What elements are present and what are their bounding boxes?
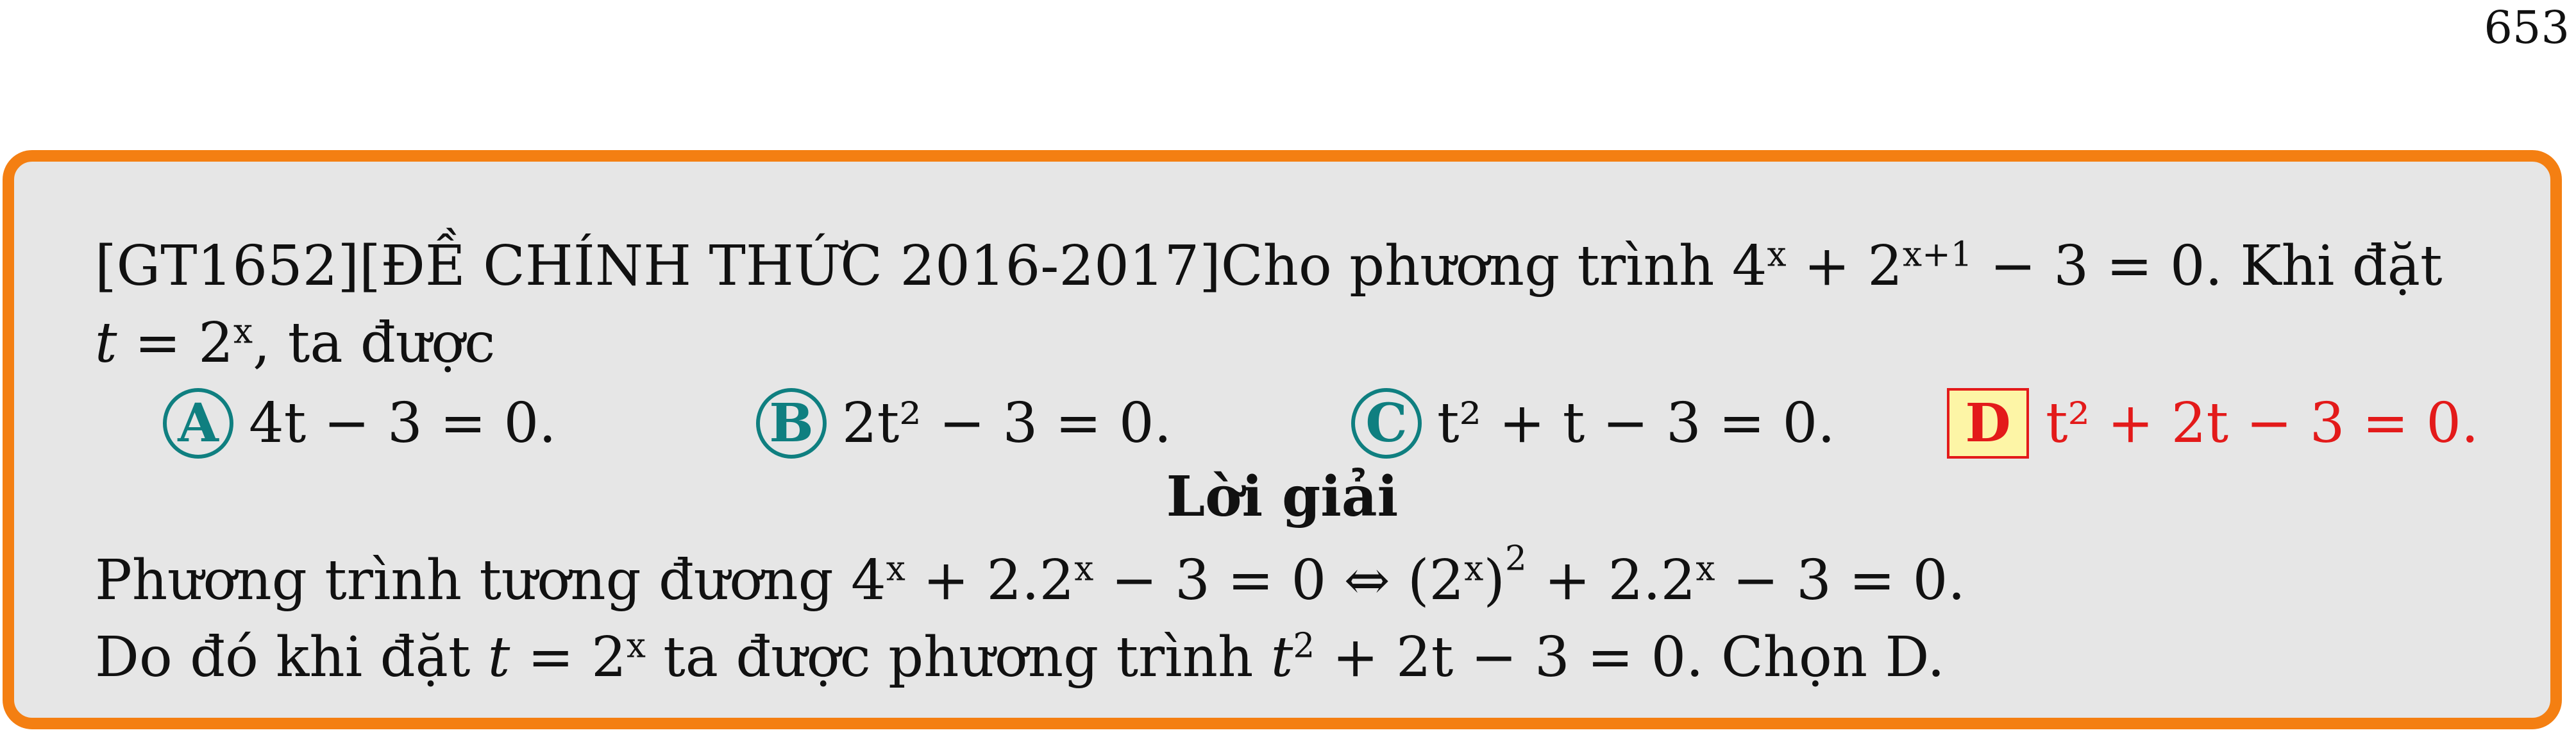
- option-a[interactable]: [163, 388, 557, 459]
- option-c-text: t² + t − 3 = 0.: [1437, 391, 1835, 455]
- solution-text: − 3 = 0 ⇔ (2: [1093, 548, 1465, 613]
- answer-options: [14, 388, 2550, 459]
- eq-exponent: x: [1696, 548, 1715, 589]
- option-c-marker: C: [1351, 388, 1422, 459]
- eq-variable: t: [1270, 625, 1293, 690]
- eq-exponent: x: [1464, 548, 1484, 589]
- eq-text: + 2: [1786, 234, 1903, 298]
- eq-exponent: x: [886, 548, 905, 589]
- page-number: 653: [2484, 1, 2570, 54]
- question-line-2: [95, 311, 496, 375]
- solution-text: ta được phương trình: [645, 625, 1271, 690]
- option-d-marker: D: [1947, 388, 2029, 459]
- solution-text: + 2t − 3 = 0. Chọn D.: [1315, 625, 1945, 690]
- eq-exponent: x: [626, 625, 646, 666]
- eq-text: − 3 = 0. Khi đặt: [1972, 234, 2443, 298]
- eq-variable: t: [487, 625, 510, 690]
- question-text: [GT1652][ĐỀ CHÍNH THỨC 2016-2017]Cho phương trình: [95, 234, 1732, 298]
- question-text: , ta được: [253, 311, 496, 375]
- eq-exponent: 2: [1504, 538, 1527, 579]
- option-c[interactable]: [1351, 388, 1835, 459]
- eq-exponent: x: [1074, 548, 1094, 589]
- option-b[interactable]: [756, 388, 1172, 459]
- solution-text: Do đó khi đặt: [95, 625, 488, 690]
- eq-base: 4: [1731, 234, 1767, 298]
- solution-title: Lời giải: [1166, 464, 1399, 529]
- option-b-text: 2t² − 3 = 0.: [842, 391, 1172, 455]
- question-box: [3, 150, 2562, 729]
- solution-text: ): [1483, 548, 1505, 613]
- question-line-1: [95, 234, 2443, 298]
- option-a-text: 4t − 3 = 0.: [249, 391, 557, 455]
- option-a-marker: A: [163, 388, 233, 459]
- option-b-marker: B: [756, 388, 827, 459]
- solution-text: + 2.2: [1526, 548, 1696, 613]
- eq-exponent: x: [233, 311, 253, 352]
- eq-variable: t: [95, 311, 117, 375]
- solution-text: − 3 = 0.: [1715, 548, 1966, 613]
- solution-text: Phương trình tương đương 4: [95, 548, 886, 613]
- solution-line-1: [95, 538, 1966, 613]
- option-d-correct[interactable]: [1947, 388, 2479, 459]
- solution-text: + 2.2: [905, 548, 1075, 613]
- eq-exponent: x: [1767, 234, 1787, 275]
- option-d-text: t² + 2t − 3 = 0.: [2046, 391, 2479, 455]
- solution-line-2: [95, 625, 1945, 690]
- solution-text: = 2: [510, 625, 627, 690]
- eq-exponent: x+1: [1903, 234, 1973, 275]
- eq-exponent: 2: [1293, 625, 1315, 666]
- eq-text: = 2: [117, 311, 234, 375]
